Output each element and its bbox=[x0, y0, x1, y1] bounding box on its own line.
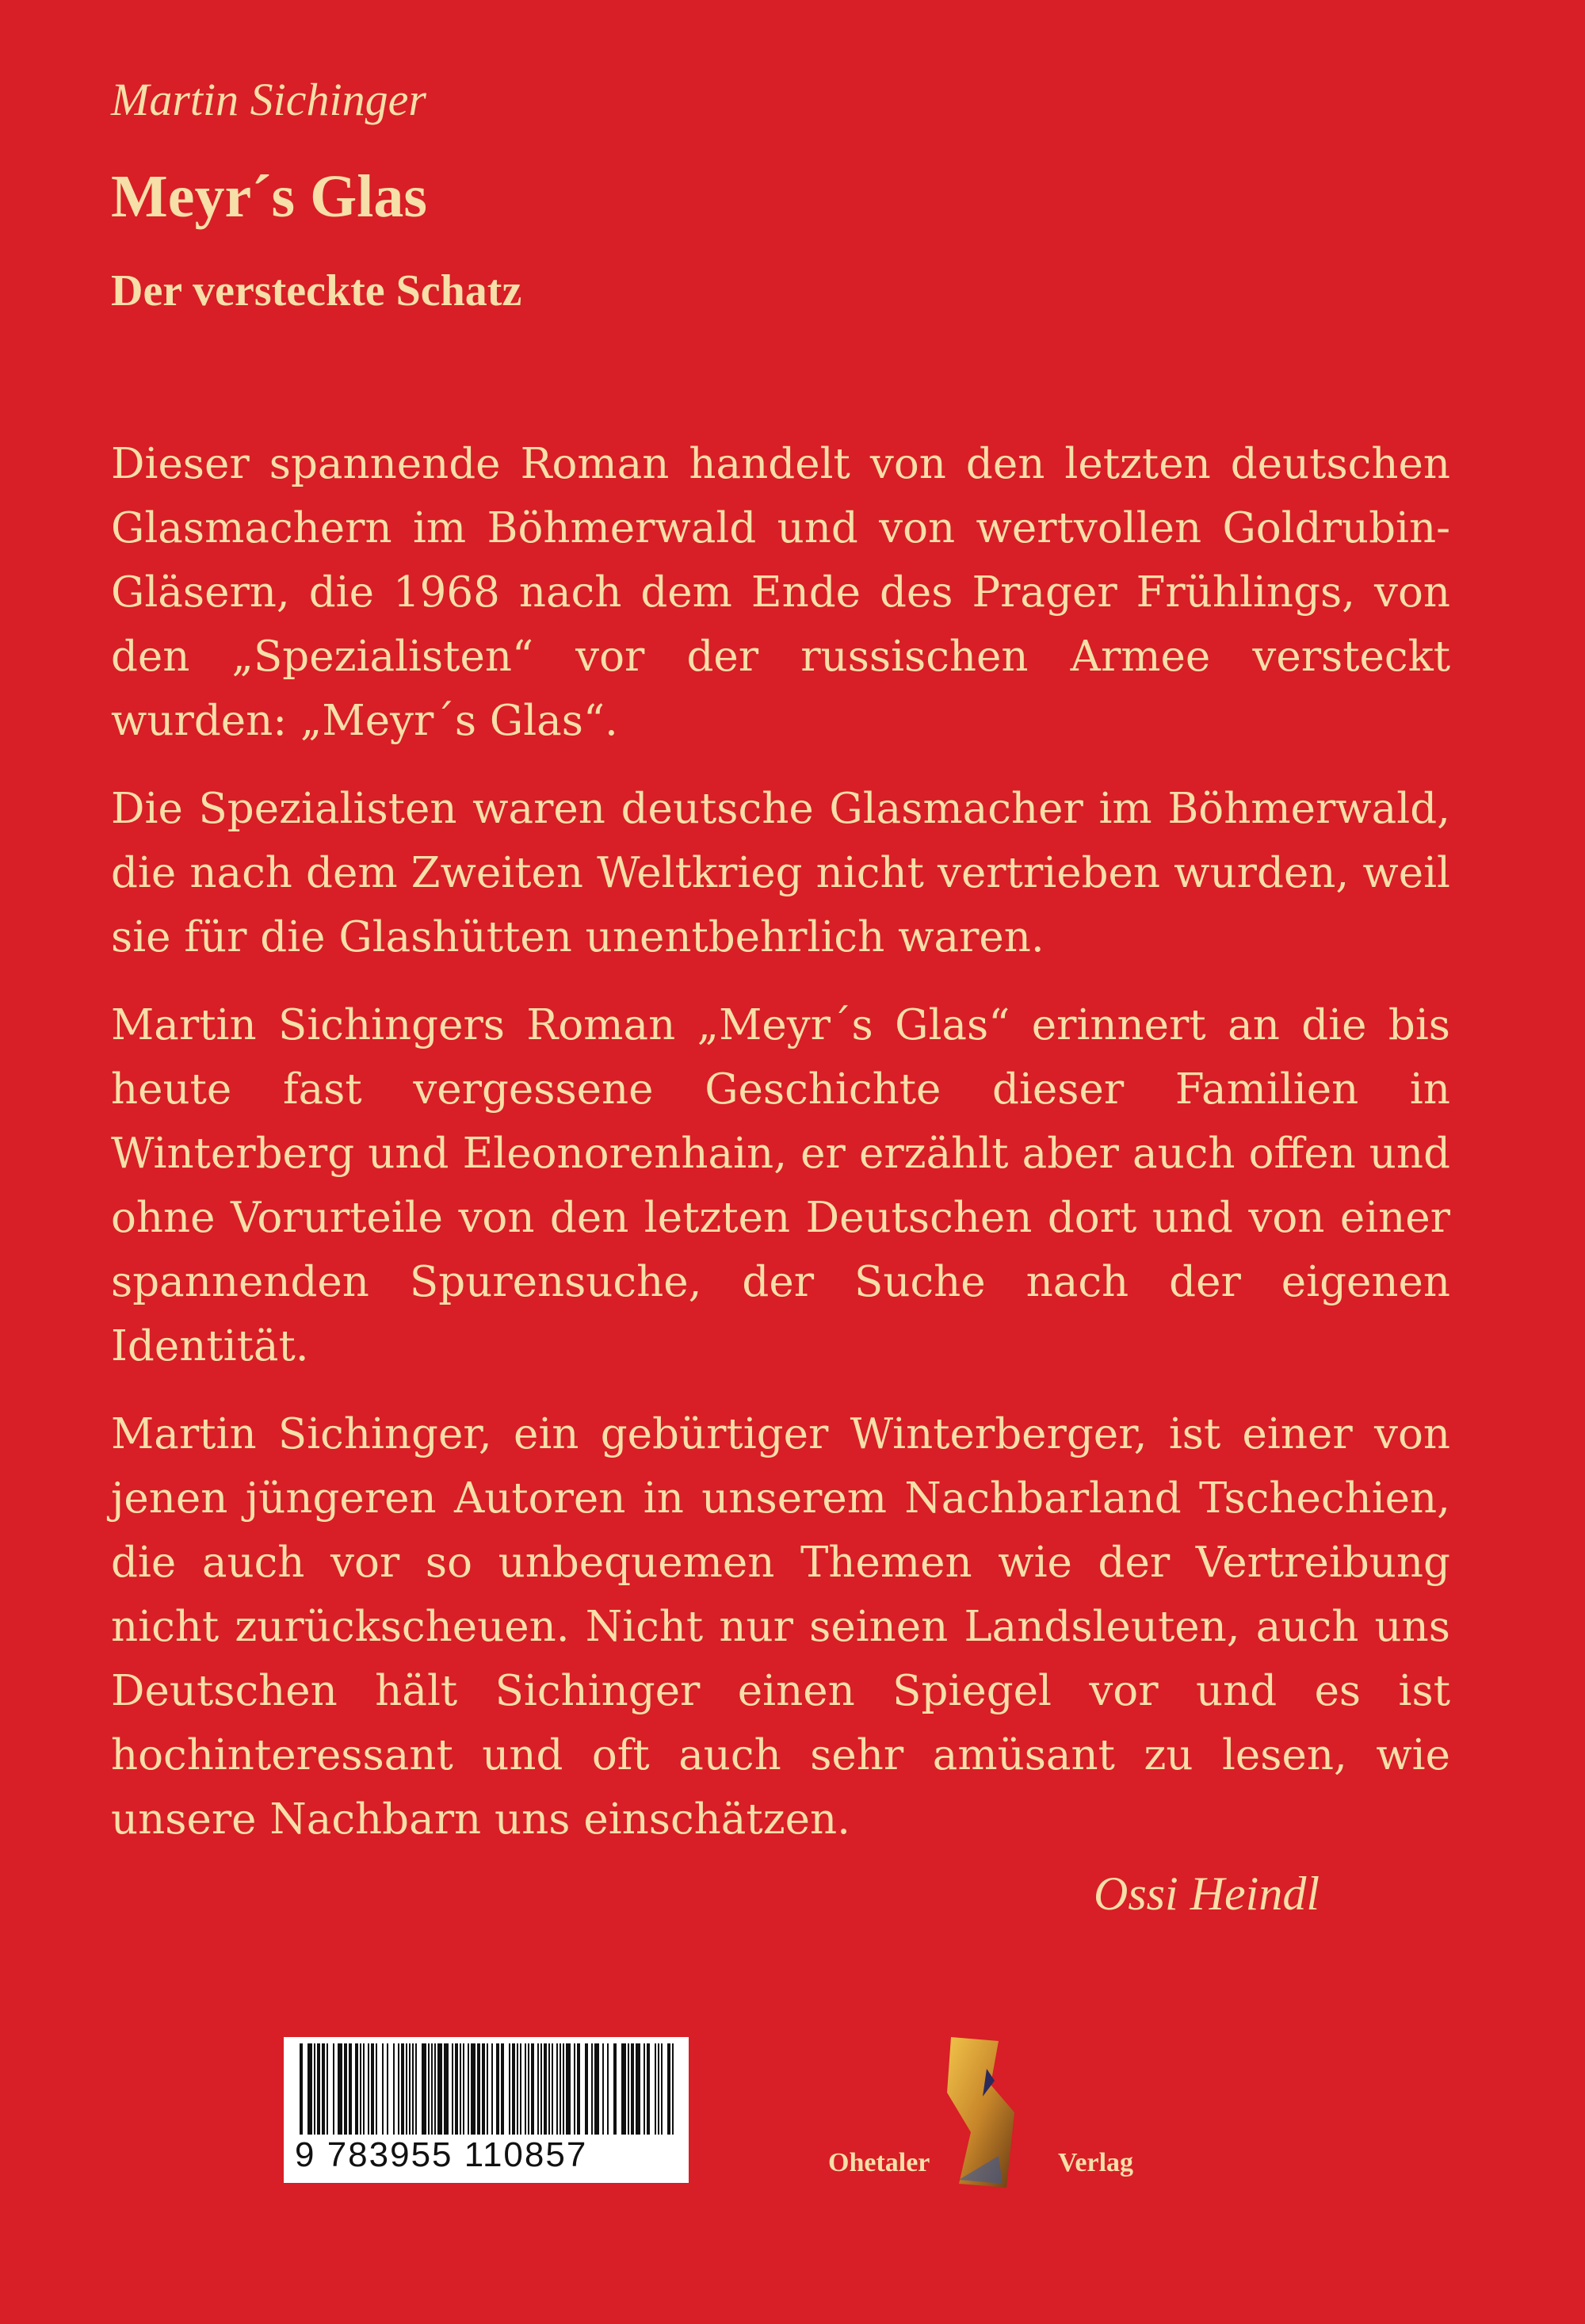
barcode-bar bbox=[437, 2043, 442, 2135]
barcode-bar bbox=[431, 2043, 433, 2135]
barcode-bar bbox=[360, 2043, 361, 2135]
barcode-bar bbox=[363, 2043, 365, 2135]
barcode-bar bbox=[463, 2043, 464, 2135]
barcode-bar bbox=[525, 2043, 526, 2135]
barcode-bar bbox=[667, 2043, 670, 2135]
barcode-bar bbox=[591, 2043, 593, 2135]
barcode-bar bbox=[452, 2043, 453, 2135]
barcode-bar bbox=[560, 2043, 561, 2135]
barcode-bar bbox=[434, 2043, 436, 2135]
barcode-bar bbox=[398, 2043, 399, 2135]
publisher-name-right: Verlag bbox=[1058, 2148, 1134, 2177]
barcode-bar bbox=[317, 2043, 320, 2135]
barcode-bar bbox=[491, 2043, 493, 2135]
book-subtitle: Der versteckte Schatz bbox=[111, 266, 522, 315]
blurb-paragraph-1: Dieser spannende Roman handelt von den letzten deutschen Glasmachern im Böhmerwald und von wertvollen Goldrubin-Gläsern, die 1968 nach dem Ende des Prager Frühlings, von den „Spezialisten“ vor der russischen Armee versteckt wurden: „Meyr´s Glas“. bbox=[111, 440, 1450, 745]
barcode-bar bbox=[406, 2043, 407, 2135]
barcode-bar bbox=[401, 2043, 404, 2135]
barcode-bar bbox=[594, 2043, 599, 2135]
barcode-bar bbox=[382, 2043, 384, 2135]
barcode-bar bbox=[631, 2043, 634, 2135]
barcode-bar bbox=[482, 2043, 485, 2135]
barcode-bar bbox=[393, 2043, 395, 2135]
barcode-bar bbox=[613, 2043, 617, 2135]
barcode-bar bbox=[387, 2043, 388, 2135]
barcode-bar bbox=[661, 2043, 663, 2135]
barcode-bar bbox=[602, 2043, 604, 2135]
barcode-bar bbox=[628, 2043, 629, 2135]
barcode-bar bbox=[512, 2043, 515, 2135]
barcode-bar bbox=[509, 2043, 510, 2135]
author-name: Martin Sichinger bbox=[111, 74, 426, 125]
publisher-logo bbox=[828, 2037, 1161, 2196]
barcode-bar bbox=[501, 2043, 504, 2135]
barcode-bar bbox=[460, 2043, 461, 2135]
barcode-bar bbox=[355, 2043, 358, 2135]
barcode-bar bbox=[376, 2043, 377, 2135]
barcode-bar bbox=[607, 2043, 609, 2135]
barcode-bar bbox=[636, 2043, 640, 2135]
isbn-digits: 9 783955 110857 bbox=[295, 2135, 588, 2174]
barcode-bar bbox=[566, 2043, 571, 2135]
blurb-paragraph-2: Die Spezialisten waren deutsche Glasmacher im Böhmerwald, die nach dem Zweiten Weltkrieg nicht vertrieben wurden, weil sie für die Glashütten unentbehrlich waren. bbox=[111, 785, 1450, 961]
quill-logo-icon bbox=[943, 2037, 1022, 2188]
barcode-bar bbox=[415, 2043, 417, 2135]
barcode-bar bbox=[409, 2043, 411, 2135]
barcode-bar bbox=[468, 2043, 469, 2135]
barcode-bar bbox=[471, 2043, 476, 2135]
barcode-bar bbox=[658, 2043, 659, 2135]
barcode-bar bbox=[556, 2043, 558, 2135]
barcode-bar bbox=[322, 2043, 325, 2135]
barcode-bar bbox=[552, 2043, 553, 2135]
barcode-bar bbox=[563, 2043, 564, 2135]
barcode-bar bbox=[371, 2043, 374, 2135]
barcode-bar bbox=[344, 2043, 347, 2135]
barcode-bar bbox=[477, 2043, 480, 2135]
review-signature: Ossi Heindl bbox=[1094, 1867, 1320, 1920]
blurb-paragraph-3: Martin Sichingers Roman „Meyr´s Glas“ erinnert an die bis heute fast vergessene Geschichte dieser Familien in Winterberg und Eleonorenhain, er erzählt aber auch offen und ohne Vorurteile von den letzten Deutschen dort und von einer spannenden Spurensuche, der Suche nach der eigenen Identität. bbox=[111, 1001, 1450, 1370]
barcode-bar bbox=[333, 2043, 334, 2135]
barcode-bar bbox=[444, 2043, 449, 2135]
barcode-bar bbox=[540, 2043, 542, 2135]
barcode-bar bbox=[496, 2043, 499, 2135]
barcode-bar bbox=[338, 2043, 342, 2135]
barcode-bar bbox=[544, 2043, 547, 2135]
barcode-bar bbox=[644, 2043, 645, 2135]
barcode-bar bbox=[422, 2043, 426, 2135]
blurb-text bbox=[111, 432, 1450, 1875]
isbn-barcode bbox=[284, 2037, 689, 2183]
barcode-bar bbox=[517, 2043, 518, 2135]
barcode-bar bbox=[349, 2043, 352, 2135]
barcode-bar bbox=[428, 2043, 430, 2135]
barcode-bars bbox=[285, 2039, 687, 2138]
barcode-bar bbox=[672, 2043, 674, 2135]
barcode-bar bbox=[577, 2043, 580, 2135]
publisher-name-left: Ohetaler bbox=[828, 2148, 930, 2177]
barcode-bar bbox=[307, 2043, 312, 2135]
barcode-bar bbox=[574, 2043, 575, 2135]
barcode-bar bbox=[455, 2043, 458, 2135]
barcode-bar bbox=[647, 2043, 650, 2135]
barcode-bar bbox=[412, 2043, 414, 2135]
barcode-bar bbox=[368, 2043, 369, 2135]
barcode-bar bbox=[537, 2043, 539, 2135]
barcode-bar bbox=[528, 2043, 529, 2135]
barcode-bar bbox=[520, 2043, 521, 2135]
barcode-bar bbox=[531, 2043, 534, 2135]
barcode-bar bbox=[300, 2043, 303, 2135]
blurb-paragraph-4: Martin Sichinger, ein gebürtiger Winterberger, ist einer von jenen jüngeren Autoren in unserem Nachbarland Tschechien, die auch vor so unbequemen Themen wie der Vertreibung nicht zurückscheuen. Nicht nur seinen Landsleuten, auch uns Deutschen hält Sichinger einen Spiegel vor und es ist hochinteressant und oft auch sehr amüsant zu lesen, wie unsere Nachbarn uns einschätzen. bbox=[111, 1410, 1450, 1844]
barcode-bar bbox=[548, 2043, 550, 2135]
barcode-bar bbox=[621, 2043, 626, 2135]
barcode-bar bbox=[585, 2043, 588, 2135]
barcode-bar bbox=[327, 2043, 328, 2135]
book-title: Meyr´s Glas bbox=[111, 163, 427, 230]
barcode-bar bbox=[487, 2043, 488, 2135]
barcode-bar bbox=[314, 2043, 315, 2135]
barcode-bar bbox=[655, 2043, 656, 2135]
